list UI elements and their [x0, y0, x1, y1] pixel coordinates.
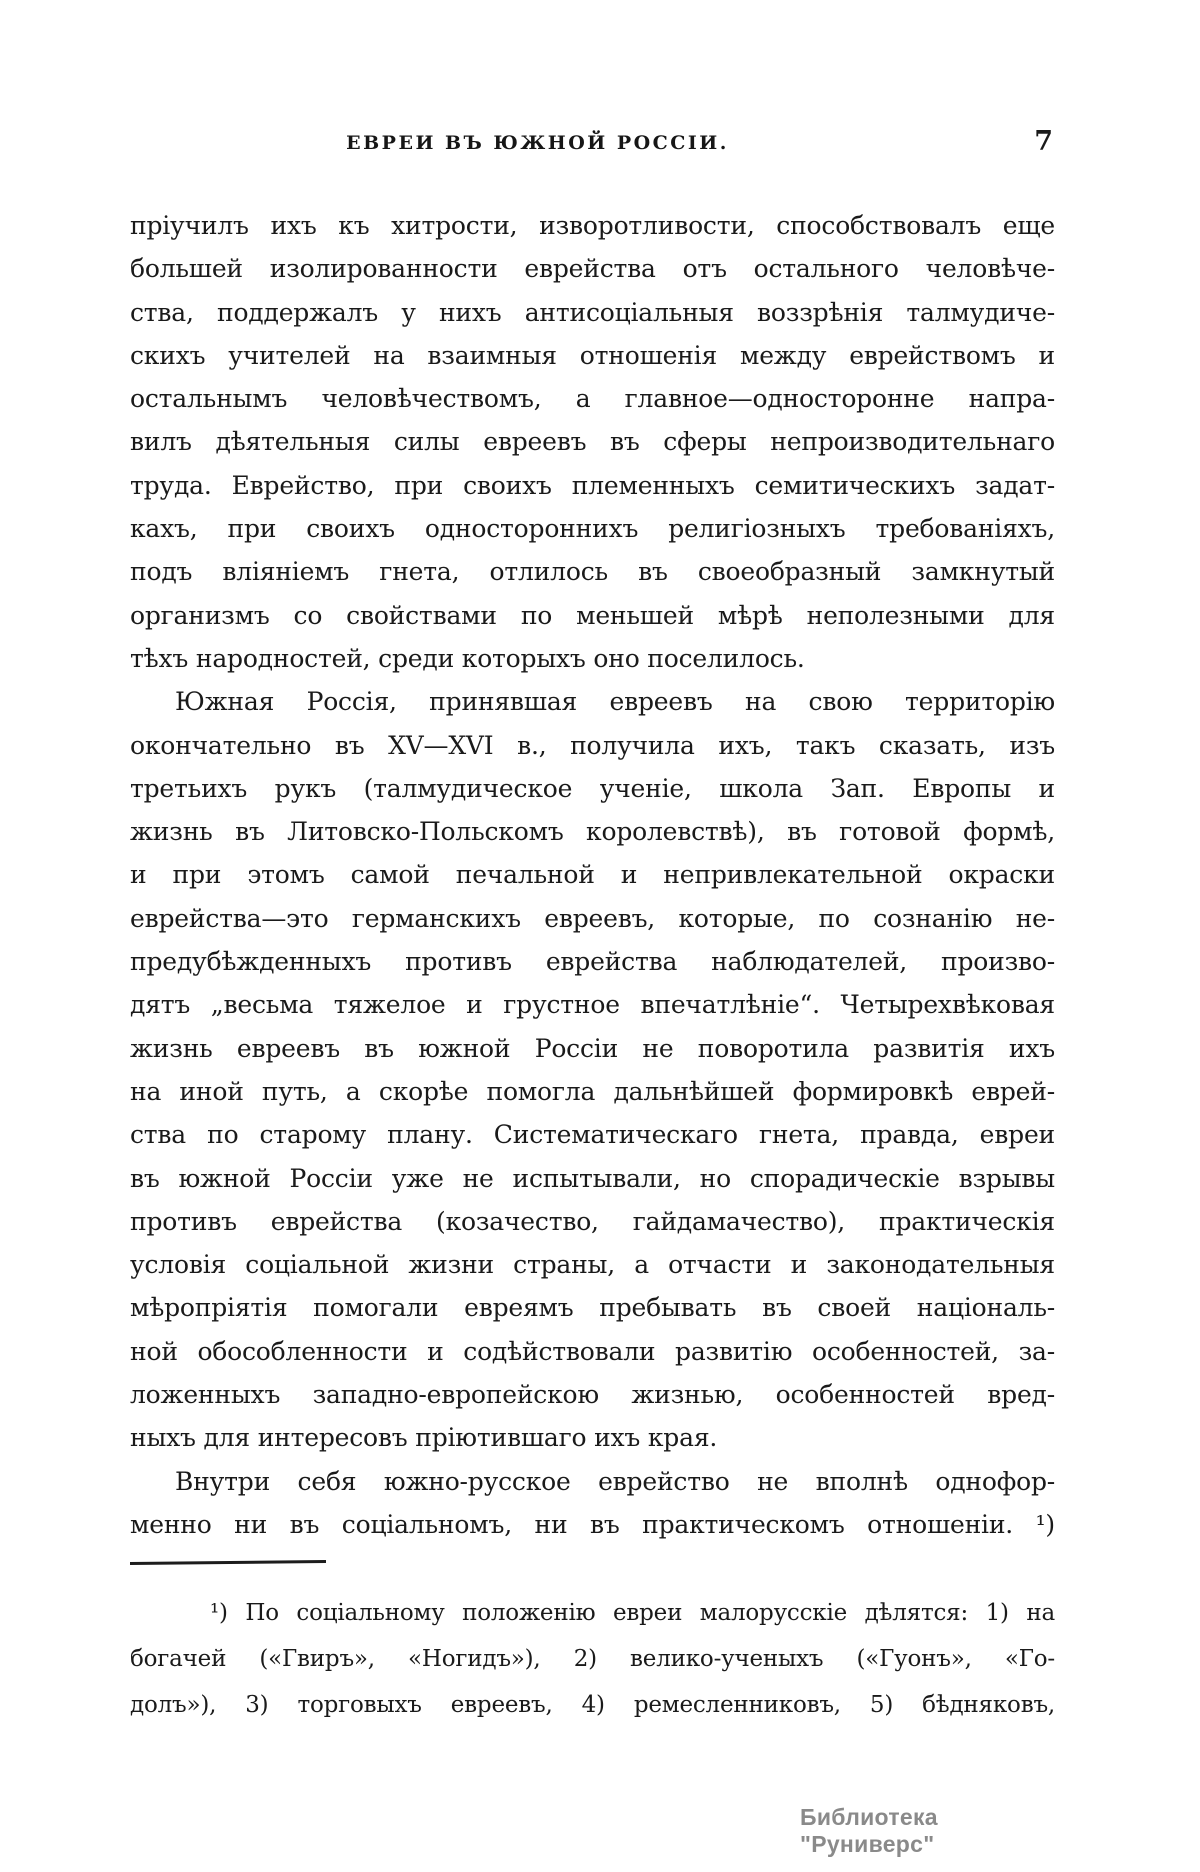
text-line: условія соціальной жизни страны, а отчасти и законодательныя [130, 1250, 1055, 1280]
text-line: жизнь въ Литовско-Польскомъ королевствѣ), въ готовой формѣ, [130, 817, 1055, 847]
text-line: предубѣжденныхъ противъ еврейства наблюдателей, произво- [130, 947, 1055, 977]
text-line: остальнымъ человѣчествомъ, а главное—односторонне напра- [130, 384, 1055, 414]
text-line: третьихъ рукъ (талмудическое ученіе, школа Зап. Европы и [130, 773, 1055, 803]
text-line: труда. Еврейство, при своихъ племенныхъ семитическихъ задат- [130, 470, 1055, 500]
page-number: 7 [1034, 126, 1053, 157]
body-text [130, 204, 1055, 1546]
text-line: въ южной Россіи уже не испытывали, но спорадическіе взрывы [130, 1163, 1055, 1193]
text-line: долъ»), 3) торговыхъ евреевъ, 4) ремесленниковъ, 5) бѣдняковъ, [130, 1692, 1055, 1718]
text-line: ложенныхъ западно-европейскою жизнью, особенностей вред- [130, 1380, 1055, 1410]
text-line: ныхъ для интересовъ пріютившаго ихъ края. [130, 1423, 718, 1453]
paragraph [130, 680, 1055, 1459]
text-line: еврейства—это германскихъ евреевъ, которые, по сознанію не- [130, 903, 1055, 933]
page-header [130, 126, 1055, 174]
text-line: скихъ учителей на взаимныя отношенія между еврействомъ и [130, 340, 1055, 370]
text-line: пріучилъ ихъ къ хитрости, изворотливости, способствовалъ еще [130, 211, 1055, 240]
paragraph [130, 204, 1055, 680]
paragraph [130, 1460, 1055, 1547]
text-line: кахъ, при своихъ одностороннихъ религіозныхъ требованіяхъ, [130, 514, 1055, 544]
footnote [130, 1590, 1055, 1728]
text-line: ства, поддержалъ у нихъ антисоціальныя воззрѣнія талмудиче- [130, 297, 1055, 327]
text-line: Внутри себя южно-русское еврейство не вполнѣ однофор- [175, 1466, 1055, 1496]
text-line: дятъ „весьма тяжелое и грустное впечатлѣніе“. Четырехвѣковая [130, 990, 1055, 1020]
text-line: на иной путь, а скорѣе помогла дальнѣйшей формировкѣ еврей- [130, 1076, 1055, 1106]
text-line: менно ни въ соціальномъ, ни въ практическомъ отношеніи. ¹) [130, 1509, 1055, 1539]
text-line: Южная Россія, принявшая евреевъ на свою территорію [175, 687, 1055, 717]
text-line: подъ вліяніемъ гнета, отлилось въ своеобразный замкнутый [130, 557, 1055, 587]
text-line: мѣропріятія помогали евреямъ пребывать въ своей національ- [130, 1293, 1055, 1323]
text-line: окончательно въ XV—XVI в., получила ихъ, такъ сказать, изъ [130, 730, 1055, 760]
text-line: большей изолированности еврейства отъ остального человѣче- [130, 254, 1055, 284]
text-line: ства по старому плану. Систематическаго гнета, правда, евреи [130, 1120, 1055, 1150]
text-line: жизнь евреевъ въ южной Россіи не поворотила развитія ихъ [130, 1033, 1055, 1063]
text-line: вилъ дѣятельныя силы евреевъ въ сферы непроизводительнаго [130, 427, 1055, 457]
text-line: организмъ со свойствами по меньшей мѣрѣ неполезными для [130, 600, 1055, 630]
text-line: противъ еврейства (козачество, гайдамачество), практическія [130, 1206, 1055, 1236]
footnote-rule [130, 1560, 326, 1565]
library-watermark: Библиотека "Руниверс" [800, 1804, 938, 1857]
text-line: ¹) По соціальному положенію евреи малорусскіе дѣлятся: 1) на [210, 1600, 1055, 1626]
text-line: ной обособленности и содѣйствовали развитію особенностей, за- [130, 1336, 1055, 1366]
text-line: богачей («Гвиръ», «Ногидъ»), 2) велико-ученыхъ («Гуонъ», «Го- [130, 1646, 1055, 1672]
text-line: тѣхъ народностей, среди которыхъ оно поселилось. [130, 643, 805, 673]
running-title: ЕВРЕИ ВЪ ЮЖНОЙ РОССІИ. [346, 132, 729, 154]
text-line: и при этомъ самой печальной и непривлекательной окраски [130, 860, 1055, 890]
